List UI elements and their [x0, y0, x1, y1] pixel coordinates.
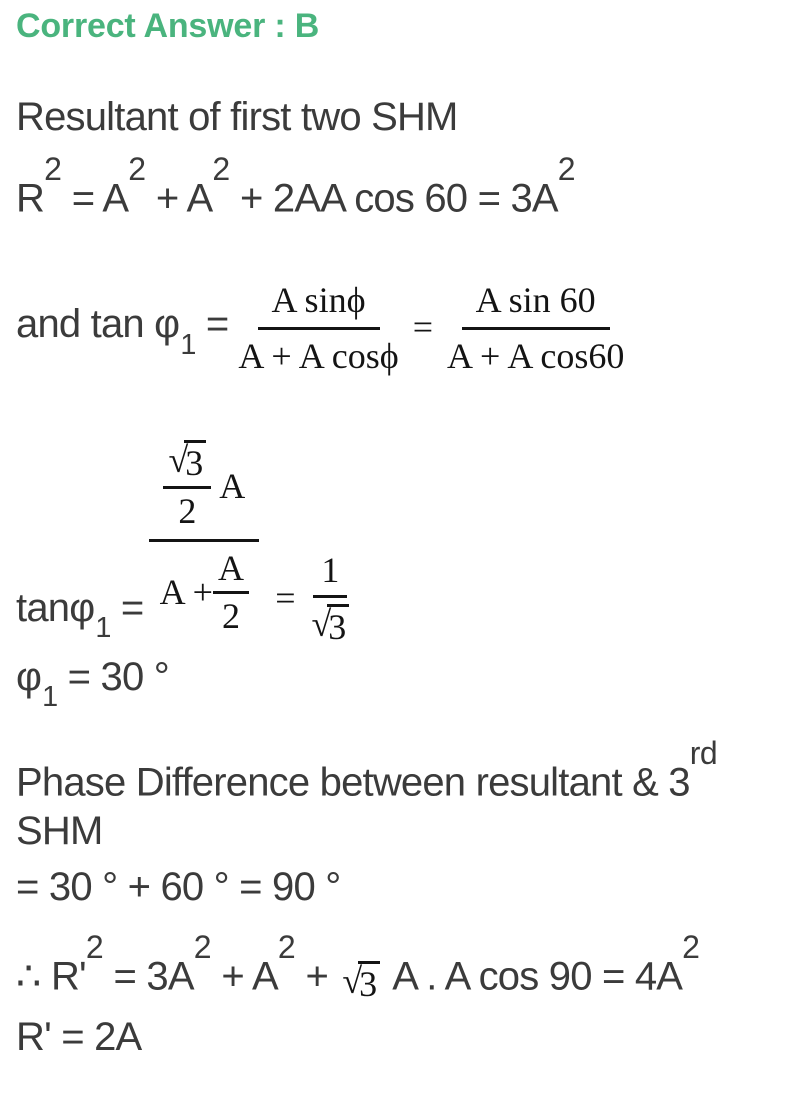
big-fraction-denominator: [160, 542, 249, 638]
sqrt3-over-2: [163, 440, 211, 533]
fraction-general: [238, 278, 398, 378]
label-text: and tan φ: [16, 302, 180, 347]
equation-tan-phi: [16, 278, 624, 378]
sqrt3-over-2-times-A: [163, 440, 245, 533]
correct-answer-heading: Correct Answer : B: [16, 7, 320, 45]
conclusion-line: R' = 2A: [16, 1015, 142, 1059]
result-fraction: [312, 550, 350, 649]
fraction-numerator: A sin 60: [462, 278, 610, 330]
exponent: 2: [193, 929, 211, 966]
eq-term: R: [16, 176, 45, 221]
phase-diff-line1: [16, 735, 718, 805]
radicand: 3: [184, 440, 206, 484]
exponent: 2: [85, 929, 104, 966]
exponent: 2: [44, 151, 62, 188]
subscript: 1: [180, 328, 196, 361]
A-over-2: [213, 548, 249, 638]
phi-value: = 30 °: [57, 655, 169, 699]
big-fraction-numerator: [149, 438, 259, 542]
label-text: tanφ: [16, 586, 95, 630]
small-numerator: A: [213, 548, 249, 594]
small-denominator: 2: [221, 596, 240, 637]
eq-term: = A: [61, 176, 129, 221]
big-fraction: [149, 438, 259, 638]
eq-label: [16, 585, 144, 645]
exponent: 2: [277, 929, 296, 966]
A-plus-A-over-2: [160, 548, 249, 638]
den-prefix: A +: [159, 571, 213, 612]
eq-term: + 2AA cos 60 = 3A: [229, 176, 558, 221]
ordinal-sup: rd: [689, 735, 718, 772]
exponent: 2: [128, 151, 146, 188]
equals-sign: =: [275, 578, 296, 618]
eq-term: ∴ R': [16, 954, 86, 999]
phi-symbol: φ: [16, 655, 42, 699]
result-denominator: [312, 598, 350, 648]
phi-value-line: [16, 654, 169, 714]
eq-term: = 3A: [103, 954, 194, 999]
eq-term: + A: [145, 176, 213, 221]
sqrt-numerator: [163, 440, 211, 489]
equation-r-prime: [16, 929, 700, 1006]
exponent: 2: [557, 151, 576, 188]
fraction-denominator: A + A cos60: [447, 336, 625, 377]
sqrt-radical: [312, 604, 350, 648]
times-A: A: [219, 465, 246, 506]
eq-label: [16, 301, 229, 361]
exponent: 2: [212, 151, 230, 188]
result-numerator: 1: [313, 550, 347, 598]
sqrt-sign: √: [342, 961, 363, 1002]
fraction-60: [447, 278, 624, 378]
eq-term: + A: [211, 954, 278, 999]
radicand: 3: [358, 961, 380, 1005]
phase-diff-line3: = 30 ° + 60 ° = 90 °: [16, 865, 341, 909]
eq-term: A . A cos 90 = 4A: [384, 954, 683, 999]
intro-line: Resultant of first two SHM: [16, 95, 458, 139]
subscript: 1: [95, 612, 111, 645]
subscript: 1: [42, 681, 58, 714]
label-equals: =: [110, 586, 144, 630]
equation-r-squared: [16, 151, 576, 221]
exponent: 2: [682, 929, 700, 966]
half-denominator: 2: [178, 491, 197, 532]
radicand: 3: [327, 604, 349, 648]
sqrt-radical: [168, 440, 206, 484]
phase-diff-line2: SHM: [16, 809, 103, 853]
fraction-numerator: A sinϕ: [258, 278, 380, 330]
eq-term: +: [295, 954, 339, 999]
sqrt-sign: √: [311, 604, 332, 645]
label-equals: =: [195, 302, 229, 347]
fraction-denominator: A + A cosϕ: [238, 336, 399, 377]
equation-tan-value: [16, 438, 349, 649]
equals-sign: =: [412, 307, 433, 348]
sqrt-radical: [342, 961, 380, 1005]
sqrt-sign: √: [168, 440, 189, 480]
phase-text: Phase Difference between resultant & 3: [16, 760, 690, 805]
